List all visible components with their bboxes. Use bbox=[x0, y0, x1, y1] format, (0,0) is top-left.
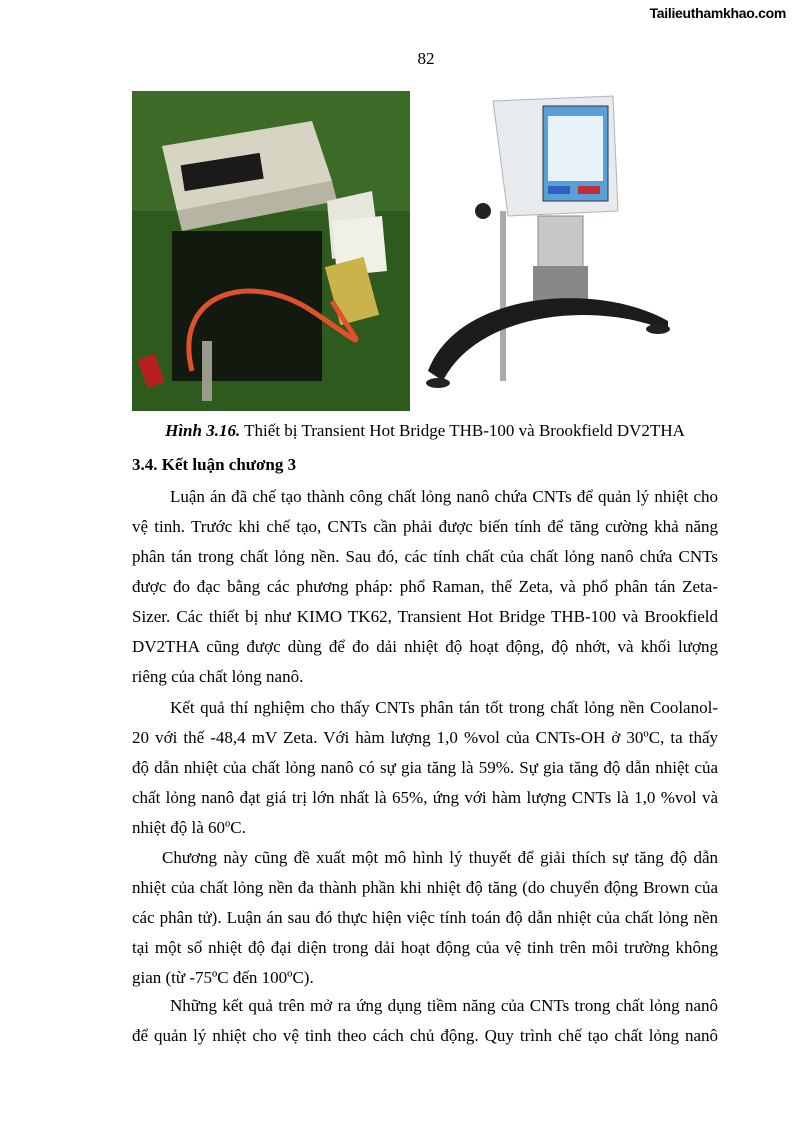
paragraph-3-line: tại một số nhiệt độ đại diện trong dải hoạt động của vệ tinh trên môi trường không bbox=[132, 938, 718, 957]
paragraph-1-line: Sizer. Các thiết bị như KIMO TK62, Transient Hot Bridge THB-100 và Brookfield bbox=[132, 607, 718, 626]
paragraph-2-line: chất lỏng nanô đạt giá trị lớn nhất là 65%, ứng với hàm lượng CNTs là 1,0 %vol và bbox=[132, 788, 718, 807]
watermark: Tailieuthamkhao.com bbox=[649, 5, 786, 21]
paragraph-3-line: nhiệt của chất lỏng nền đa thành phần khi nhiệt độ tăng (do chuyển động Brown của bbox=[132, 878, 718, 897]
figure-caption-text: Thiết bị Transient Hot Bridge THB-100 và Brookfield DV2THA bbox=[240, 421, 685, 440]
paragraph-1-line: Luận án đã chế tạo thành công chất lỏng nanô chứa CNTs để quản lý nhiệt cho bbox=[170, 487, 718, 506]
figure-caption bbox=[132, 421, 718, 441]
paragraph-2-line: độ dẫn nhiệt của chất lỏng nanô có sự gia tăng là 59%. Sự gia tăng độ dẫn nhiệt của bbox=[132, 758, 718, 777]
paragraph-4-line: Những kết quả trên mở ra ứng dụng tiềm năng của CNTs trong chất lỏng nanô bbox=[170, 996, 718, 1015]
paragraph-3-line: gian (từ -75ºC đến 100ºC). bbox=[132, 968, 314, 987]
figure-thb100-photo bbox=[132, 91, 410, 411]
paragraph-1-line: DV2THA cũng được dùng để đo dải nhiệt độ hoạt động, độ nhớt, và khối lượng bbox=[132, 637, 718, 656]
figure-label: Hình 3.16. bbox=[165, 421, 241, 440]
page-number: 82 bbox=[417, 49, 435, 68]
paragraph-4-line: để quản lý nhiệt cho vệ tinh theo cách chủ động. Quy trình chế tạo chất lỏng nanô bbox=[132, 1026, 718, 1045]
paragraph-1-line: riêng của chất lỏng nanô. bbox=[132, 667, 304, 686]
paragraph-2-line: nhiệt độ là 60ºC. bbox=[132, 818, 246, 837]
paragraph-2-line: 20 với thế -48,4 mV Zeta. Với hàm lượng 1,0 %vol của CNTs-OH ở 30ºC, ta thấy bbox=[132, 728, 718, 747]
paragraph-1-line: phân tán trong chất lỏng nền. Sau đó, các tính chất của chất lỏng nanô chứa CNTs bbox=[132, 547, 718, 566]
paragraph-1-line: được đo đạc bằng các phương pháp: phổ Raman, thế Zeta, và phổ phân tán Zeta- bbox=[132, 577, 718, 596]
paragraph-3-line: các phân tử). Luận án sau đó thực hiện việc tính toán độ dẫn nhiệt của chất lỏng nền bbox=[132, 908, 718, 927]
section-heading: 3.4. Kết luận chương 3 bbox=[132, 455, 297, 474]
figure-brookfield-photo bbox=[418, 91, 720, 401]
paragraph-2-line: Kết quả thí nghiệm cho thấy CNTs phân tán tốt trong chất lỏng nền Coolanol- bbox=[170, 698, 718, 717]
paragraph-1-line: vệ tinh. Trước khi chế tạo, CNTs cần phải được biến tính để tăng cường khả năng bbox=[132, 517, 718, 536]
paragraph-3-line: Chương này cũng đề xuất một mô hình lý thuyết để giải thích sự tăng độ dẫn bbox=[162, 848, 718, 867]
